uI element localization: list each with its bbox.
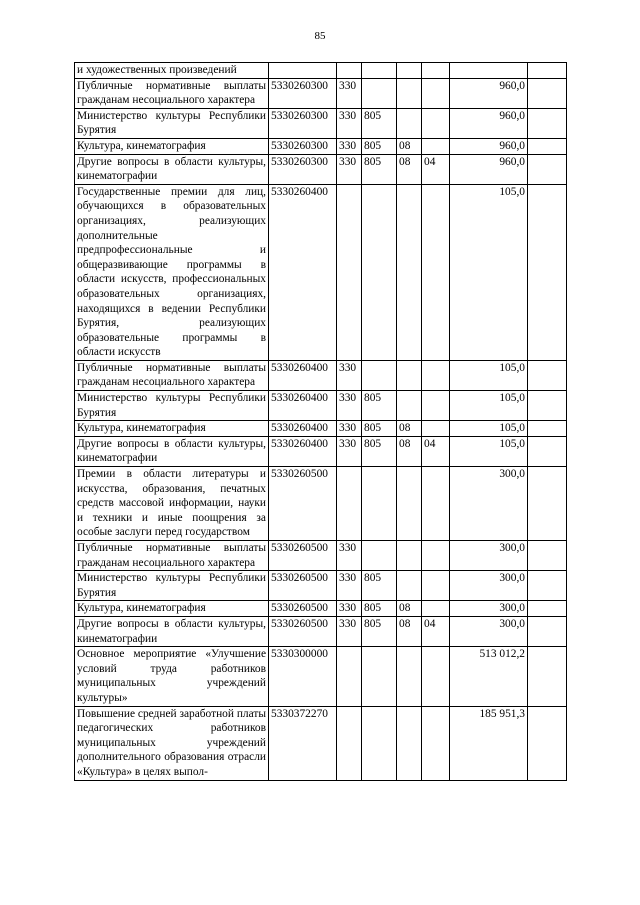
target-code-cell: 5330260300 [269, 108, 337, 138]
target-code-cell: 5330260400 [269, 391, 337, 421]
section-cell: 08 [397, 616, 422, 646]
empty-cell [528, 467, 567, 541]
amount-cell: 105,0 [450, 391, 528, 421]
section-cell [397, 108, 422, 138]
section-cell [397, 391, 422, 421]
empty-cell [528, 647, 567, 706]
subsection-cell [422, 360, 450, 390]
target-code-cell: 5330300000 [269, 647, 337, 706]
table-row [75, 154, 567, 184]
target-code-cell: 5330260300 [269, 154, 337, 184]
empty-cell [528, 421, 567, 437]
subsection-cell [422, 601, 450, 617]
section-cell [397, 467, 422, 541]
target-code-cell: 5330260500 [269, 571, 337, 601]
empty-cell [528, 391, 567, 421]
ministry-code-cell [362, 541, 397, 571]
subsection-cell [422, 184, 450, 360]
subsection-cell [422, 647, 450, 706]
expense-name-cell: Государственные премии для лиц, обучающихся в образовательных организациях, реализующих дополнительные предпрофессиональные и общеразвивающие программы в области искусств, профессиональных образовательных организациях, находящихся в ведении Республики Бурятия, реализующих образовательные программы в области искусств [75, 184, 269, 360]
ministry-code-cell: 805 [362, 154, 397, 184]
table-row [75, 184, 567, 360]
ministry-code-cell [362, 78, 397, 108]
empty-cell [528, 601, 567, 617]
ministry-code-cell [362, 360, 397, 390]
table-body [75, 63, 567, 781]
expense-name-cell: Другие вопросы в области культуры, кинематографии [75, 436, 269, 466]
subsection-cell [422, 108, 450, 138]
empty-cell [528, 571, 567, 601]
expense-name-cell: Публичные нормативные выплаты гражданам несоциального характера [75, 541, 269, 571]
empty-cell [528, 360, 567, 390]
amount-cell: 185 951,3 [450, 706, 528, 780]
expense-type-cell: 330 [337, 360, 362, 390]
ministry-code-cell: 805 [362, 108, 397, 138]
subsection-cell [422, 571, 450, 601]
target-code-cell: 5330260300 [269, 78, 337, 108]
expense-type-cell: 330 [337, 391, 362, 421]
ministry-code-cell: 805 [362, 571, 397, 601]
amount-cell: 105,0 [450, 360, 528, 390]
target-code-cell: 5330260400 [269, 421, 337, 437]
expense-type-cell: 330 [337, 108, 362, 138]
expense-type-cell [337, 467, 362, 541]
table-row [75, 108, 567, 138]
amount-cell: 300,0 [450, 601, 528, 617]
section-cell [397, 78, 422, 108]
empty-cell [528, 184, 567, 360]
expense-type-cell: 330 [337, 571, 362, 601]
target-code-cell: 5330372270 [269, 706, 337, 780]
subsection-cell [422, 421, 450, 437]
target-code-cell: 5330260300 [269, 138, 337, 154]
table-row [75, 601, 567, 617]
amount-cell: 300,0 [450, 616, 528, 646]
table-row [75, 706, 567, 780]
section-cell [397, 360, 422, 390]
page-number: 85 [314, 30, 326, 42]
target-code-cell: 5330260500 [269, 601, 337, 617]
expense-type-cell [337, 63, 362, 79]
subsection-cell [422, 138, 450, 154]
ministry-code-cell: 805 [362, 391, 397, 421]
subsection-cell [422, 78, 450, 108]
ministry-code-cell [362, 467, 397, 541]
table-row [75, 541, 567, 571]
expense-type-cell: 330 [337, 78, 362, 108]
section-cell [397, 541, 422, 571]
table-row [75, 391, 567, 421]
expense-name-cell: Культура, кинематография [75, 421, 269, 437]
target-code-cell: 5330260400 [269, 436, 337, 466]
expense-name-cell: Другие вопросы в области культуры, кинематографии [75, 154, 269, 184]
amount-cell: 105,0 [450, 436, 528, 466]
table-row [75, 360, 567, 390]
amount-cell: 960,0 [450, 138, 528, 154]
target-code-cell: 5330260500 [269, 541, 337, 571]
empty-cell [528, 108, 567, 138]
ministry-code-cell [362, 63, 397, 79]
ministry-code-cell: 805 [362, 421, 397, 437]
budget-table [74, 62, 567, 781]
ministry-code-cell: 805 [362, 601, 397, 617]
expense-type-cell [337, 647, 362, 706]
amount-cell: 960,0 [450, 154, 528, 184]
expense-type-cell: 330 [337, 154, 362, 184]
target-code-cell: 5330260500 [269, 467, 337, 541]
table-row [75, 467, 567, 541]
empty-cell [528, 138, 567, 154]
subsection-cell [422, 391, 450, 421]
expense-name-cell: Министерство культуры Республики Бурятия [75, 571, 269, 601]
subsection-cell [422, 63, 450, 79]
expense-name-cell: Повышение средней заработной платы педагогических работников муниципальных учреждений дополнительного образования отрасли «Культура» в целях выпол- [75, 706, 269, 780]
amount-cell: 300,0 [450, 541, 528, 571]
table-row [75, 78, 567, 108]
table-row [75, 421, 567, 437]
ministry-code-cell [362, 647, 397, 706]
empty-cell [528, 541, 567, 571]
expense-name-cell: Премии в области литературы и искусства, образования, печатных средств массовой информации, науки и техники и иные поощрения за особые заслуги перед государством [75, 467, 269, 541]
empty-cell [528, 706, 567, 780]
subsection-cell [422, 467, 450, 541]
expense-type-cell: 330 [337, 138, 362, 154]
empty-cell [528, 154, 567, 184]
table-row [75, 138, 567, 154]
amount-cell: 105,0 [450, 421, 528, 437]
section-cell: 08 [397, 436, 422, 466]
empty-cell [528, 436, 567, 466]
target-code-cell: 5330260500 [269, 616, 337, 646]
subsection-cell: 04 [422, 616, 450, 646]
expense-name-cell: и художественных произведений [75, 63, 269, 79]
table-row [75, 647, 567, 706]
amount-cell: 513 012,2 [450, 647, 528, 706]
amount-cell: 960,0 [450, 108, 528, 138]
table-row [75, 63, 567, 79]
subsection-cell: 04 [422, 154, 450, 184]
subsection-cell [422, 706, 450, 780]
amount-cell: 300,0 [450, 571, 528, 601]
expense-type-cell: 330 [337, 436, 362, 466]
expense-name-cell: Министерство культуры Республики Бурятия [75, 391, 269, 421]
subsection-cell [422, 541, 450, 571]
expense-name-cell: Публичные нормативные выплаты гражданам несоциального характера [75, 78, 269, 108]
expense-name-cell: Публичные нормативные выплаты гражданам несоциального характера [75, 360, 269, 390]
table-row [75, 571, 567, 601]
section-cell: 08 [397, 154, 422, 184]
ministry-code-cell: 805 [362, 138, 397, 154]
amount-cell: 300,0 [450, 467, 528, 541]
amount-cell: 960,0 [450, 78, 528, 108]
ministry-code-cell: 805 [362, 436, 397, 466]
section-cell [397, 571, 422, 601]
expense-type-cell [337, 706, 362, 780]
section-cell: 08 [397, 601, 422, 617]
subsection-cell: 04 [422, 436, 450, 466]
target-code-cell [269, 63, 337, 79]
section-cell: 08 [397, 421, 422, 437]
empty-cell [528, 616, 567, 646]
expense-type-cell [337, 184, 362, 360]
section-cell [397, 184, 422, 360]
ministry-code-cell [362, 184, 397, 360]
section-cell: 08 [397, 138, 422, 154]
expense-name-cell: Культура, кинематография [75, 601, 269, 617]
expense-name-cell: Основное мероприятие «Улучшение условий труда работников муниципальных учреждений культуры» [75, 647, 269, 706]
section-cell [397, 63, 422, 79]
expense-name-cell: Культура, кинематография [75, 138, 269, 154]
section-cell [397, 706, 422, 780]
empty-cell [528, 78, 567, 108]
amount-cell: 105,0 [450, 184, 528, 360]
table-row [75, 616, 567, 646]
target-code-cell: 5330260400 [269, 360, 337, 390]
table-row [75, 436, 567, 466]
target-code-cell: 5330260400 [269, 184, 337, 360]
expense-type-cell: 330 [337, 616, 362, 646]
empty-cell [528, 63, 567, 79]
ministry-code-cell [362, 706, 397, 780]
expense-name-cell: Министерство культуры Республики Бурятия [75, 108, 269, 138]
expense-type-cell: 330 [337, 541, 362, 571]
expense-type-cell: 330 [337, 601, 362, 617]
expense-type-cell: 330 [337, 421, 362, 437]
expense-name-cell: Другие вопросы в области культуры, кинематографии [75, 616, 269, 646]
section-cell [397, 647, 422, 706]
amount-cell [450, 63, 528, 79]
ministry-code-cell: 805 [362, 616, 397, 646]
